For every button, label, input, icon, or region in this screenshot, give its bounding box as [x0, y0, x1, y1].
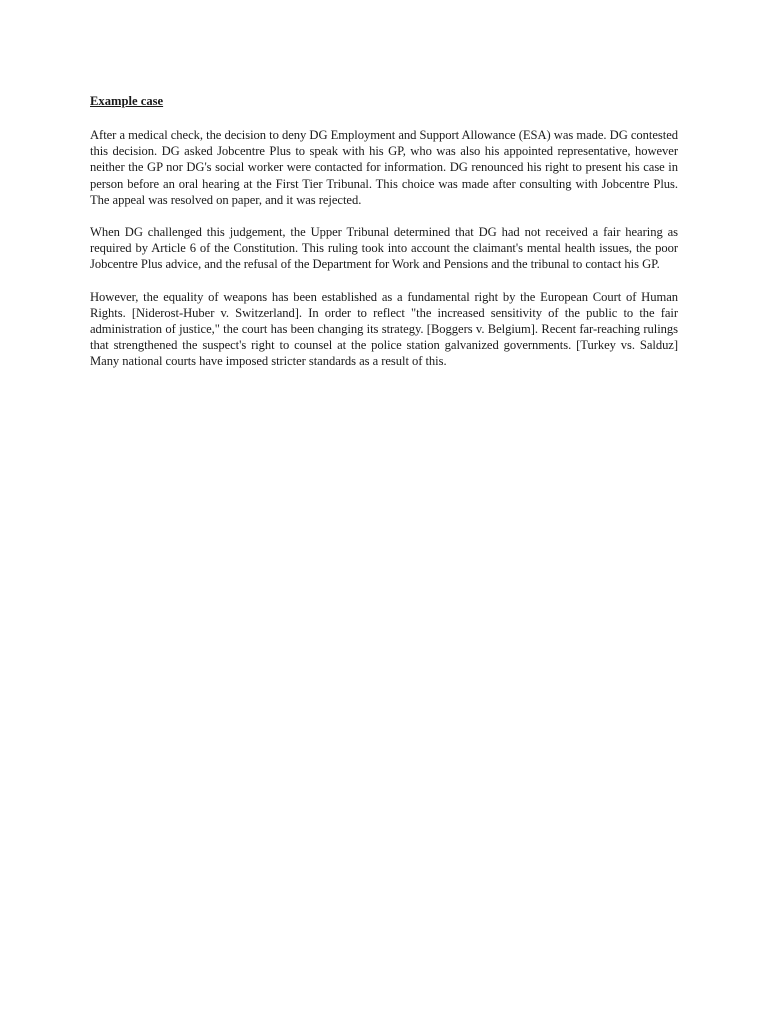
paragraph-upper-tribunal: When DG challenged this judgement, the Upper Tribunal determined that DG had not received a fair hearing as required by Article 6 of the Constitution. This ruling took into account the claimant's mental health issues, the poor Jobcentre Plus advice, and the refusal of the Department for Work and Pensions and the tribunal to contact his GP.	[90, 225, 678, 272]
paragraph-equality-of-arms: However, the equality of weapons has been established as a fundamental right by the European Court of Human Rights. [Niderost-Huber v. Switzerland]. In order to reflect "the increased sensitivity of the public to the fair administration of justice," the court has been changing its strategy. [Boggers v. Belgium]. Recent far-reaching rulings that strengthened the suspect's right to counsel at the police station galvanized governments. [Turkey vs. Salduz] Many national courts have imposed stricter standards as a result of this.	[90, 289, 678, 369]
paragraph-case-facts: After a medical check, the decision to deny DG Employment and Support Allowance (ESA) was made. DG contested this decision. DG asked Jobcentre Plus to speak with his GP, who was also his appointed representative, however neither the GP nor DG's social worker were contacted for information. DG renounced his right to present his case in person before an oral hearing at the First Tier Tribunal. This choice was made after consulting with Jobcentre Plus. The appeal was resolved on paper, and it was rejected.	[90, 128, 678, 207]
document-body	[90, 93, 678, 386]
section-heading: Example case	[90, 94, 164, 108]
